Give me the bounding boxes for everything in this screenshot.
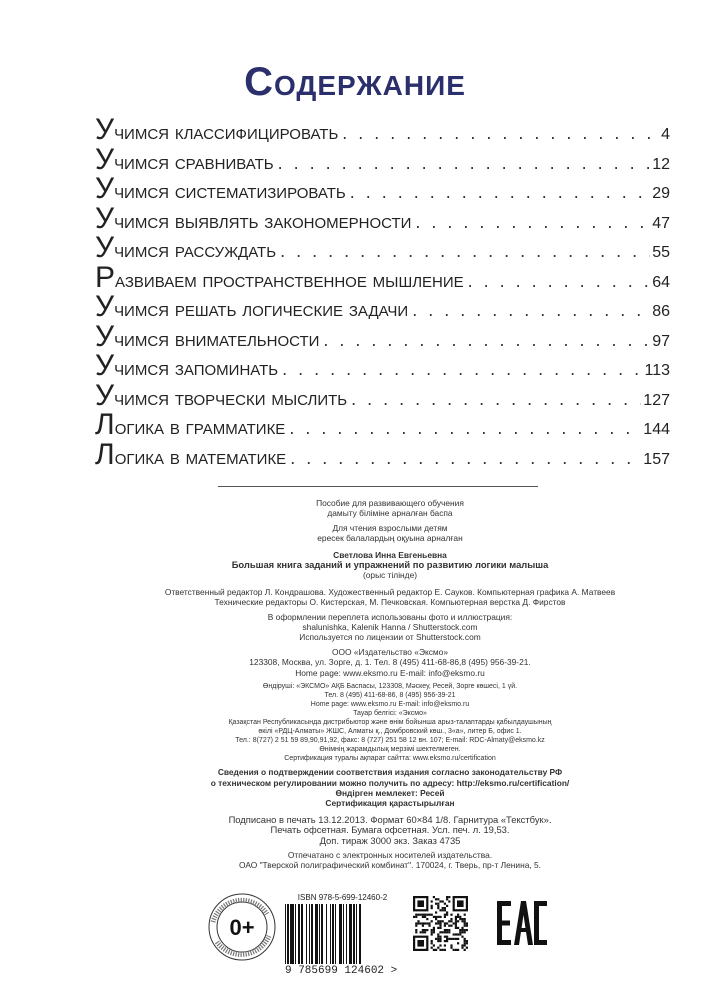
toc-entry-page: 86 bbox=[652, 303, 670, 320]
ean-digits: 9 785699 124602 > bbox=[285, 965, 398, 977]
toc-entry bbox=[95, 142, 670, 176]
cover-credit-3: Используется по лицензии от Shutterstock.com bbox=[299, 632, 481, 643]
toc-entry bbox=[95, 410, 670, 440]
cover-credit-2: shalunishka, Kalenik Hanna / Shutterstock.com bbox=[302, 622, 478, 633]
isbn-number: ISBN 978-5-699-12460-2 bbox=[297, 893, 388, 902]
toc-entry bbox=[95, 233, 670, 263]
print-data-1: Подписано в печать 13.12.2013. Формат 60×84 1/8. Гарнитура «Текстбук». bbox=[228, 813, 552, 825]
cover-credit-1: В оформлении переплета использованы фото и иллюстрация: bbox=[267, 611, 513, 622]
toc-entry-page: 144 bbox=[643, 421, 670, 438]
kz-distributor-3: Тел.: 8(727) 2 51 59 89,90,91,92, факс: 8 (727) 251 58 12 вн. 107; E-mail: RDC-Almaty@eksmo.kz bbox=[235, 737, 545, 745]
kz-maker-2: Тел. 8 (495) 411-68-86, 8 (495) 956-39-21 bbox=[324, 692, 456, 700]
publisher-address: 123308, Москва, ул. Зорге, д. 1. Тел. 8 (495) 411-68-86,8 (495) 956-39-21. bbox=[249, 657, 531, 668]
toc-entry bbox=[95, 201, 670, 235]
toc-entry-page: 127 bbox=[643, 391, 670, 409]
toc-entry-page: 47 bbox=[652, 214, 670, 232]
toc-entry-title: Учимся решать логические задачи bbox=[95, 290, 409, 323]
toc-entry-title: Развиваем пространственное мышление bbox=[95, 260, 464, 294]
toc-leader-dots bbox=[342, 119, 659, 149]
print-data-3: Доп. тираж 3000 экз. Заказ 4735 bbox=[319, 834, 461, 846]
kz-validity: Өнімнің жарамдылық мерзімі шектелмеген. bbox=[319, 746, 461, 754]
toc-entry-title: Учимся систематизировать bbox=[95, 172, 346, 205]
isbn-barcode bbox=[285, 893, 400, 977]
printed-by-2: ОАО "Тверской полиграфический комбинат". 170024, г. Тверь, пр-т Ленина, 5. bbox=[239, 860, 541, 871]
toc-entry-page: 4 bbox=[661, 126, 670, 143]
toc-entry bbox=[95, 351, 670, 381]
print-data-2: Печать офсетная. Бумага офсетная. Усл. печ. л. 19,53. bbox=[270, 824, 510, 836]
publisher-web: Home page: www.eksmo.ru E-mail: info@eksmo.ru bbox=[295, 667, 485, 678]
toc-leader-dots bbox=[290, 444, 641, 474]
toc-entry-title: Учимся рассуждать bbox=[95, 231, 277, 264]
toc-entry-page: 12 bbox=[652, 155, 670, 173]
conformity-3: Өндірген мемлекет: Ресей bbox=[335, 787, 445, 798]
page-title: Содержание bbox=[244, 60, 466, 104]
table-of-contents bbox=[95, 115, 670, 469]
reading-kz: ересек балалардың оқуына арналған bbox=[317, 533, 463, 544]
editors-line-1: Ответственный редактор Л. Кондрашова. Художественный редактор Е. Сауков. Компьютерная графика А. Матвеев bbox=[164, 586, 616, 597]
toc-entry-title: Логика в математике bbox=[95, 437, 287, 471]
toc-entry-title: Учимся внимательности bbox=[95, 319, 320, 353]
publisher-name: ООО «Издательство «Эксмо» bbox=[332, 646, 448, 657]
toc-leader-dots bbox=[415, 208, 650, 238]
toc-leader-dots bbox=[351, 385, 641, 415]
age-rating-label: 0+ bbox=[229, 915, 255, 940]
kz-certification: Сертификация туралы ақпарат сайтта: www.eksmo.ru/certification bbox=[284, 755, 496, 763]
toc-entry bbox=[95, 319, 670, 353]
divider bbox=[218, 486, 538, 487]
toc-leader-dots bbox=[412, 296, 650, 326]
toc-entry bbox=[95, 260, 670, 294]
toc-entry bbox=[95, 115, 670, 145]
editors-line-2: Технические редакторы О. Кистерская, М. Печковская. Компьютерная верстка Д. Фирстов bbox=[214, 597, 566, 608]
toc-entry-title: Логика в грамматике bbox=[95, 408, 286, 441]
purpose-kz: дамыту біліміне арналған баспа bbox=[327, 508, 453, 519]
toc-entry bbox=[95, 437, 670, 471]
toc-entry-title: Учимся сравнивать bbox=[95, 142, 274, 176]
toc-entry-page: 157 bbox=[643, 450, 670, 468]
toc-entry-page: 55 bbox=[652, 244, 670, 261]
toc-entry-title: Учимся творчески мыслить bbox=[95, 378, 348, 412]
toc-entry-page: 29 bbox=[652, 185, 670, 202]
purpose-ru: Пособие для развивающего обучения bbox=[316, 498, 464, 508]
kz-maker-1: Өндіруші: «ЭКСМО» АҚБ Баспасы, 123308, Мәскеу, Ресей, Зорге көшесі, 1 үй. bbox=[262, 683, 518, 691]
qr-code bbox=[413, 896, 468, 951]
toc-entry-page: 97 bbox=[652, 332, 670, 350]
toc-entry-page: 64 bbox=[652, 273, 670, 291]
printed-by-1: Отпечатано с электронных носителей издательства. bbox=[287, 849, 493, 860]
kz-maker-3: Home page: www.eksmo.ru E-mail: info@eksmo.ru bbox=[310, 701, 470, 709]
toc-entry-page: 113 bbox=[644, 362, 670, 379]
toc-entry bbox=[95, 174, 670, 204]
kz-distributor-1: Қазақстан Республикасында дистрибьютор және өнім бойынша арыз-талаптарды қабылдаушының bbox=[228, 719, 552, 727]
toc-entry bbox=[95, 292, 670, 322]
reading-ru: Для чтения взрослыми детям bbox=[332, 522, 448, 533]
barcode-bars bbox=[285, 904, 400, 964]
conformity-4: Сертификация қарастырылған bbox=[325, 798, 455, 809]
toc-leader-dots bbox=[468, 267, 651, 297]
conformity-1: Сведения о подтверждении соответствия издания согласно законодательству РФ bbox=[217, 767, 563, 778]
conformity-2: о техническом регулировании можно получить по адресу: http://eksmo.ru/certification/ bbox=[210, 777, 570, 788]
age-rating-badge bbox=[207, 892, 277, 962]
toc-entry bbox=[95, 378, 670, 412]
toc-entry-title: Учимся запоминать bbox=[95, 349, 279, 382]
author: Светлова Инна Евгеньевна bbox=[333, 549, 447, 560]
language-note: (орыс тілінде) bbox=[362, 570, 418, 581]
eac-conformity-mark bbox=[497, 901, 547, 945]
toc-entry-title: Учимся классифицировать bbox=[95, 113, 339, 146]
toc-entry-title: Учимся выявлять закономерности bbox=[95, 201, 412, 235]
book-title: Большая книга заданий и упражнений по развитию логики малыша bbox=[231, 559, 549, 571]
toc-leader-dots bbox=[289, 414, 641, 444]
imprint-block bbox=[150, 498, 630, 871]
kz-distributor-2: өкілі «РДЦ-Алматы» ЖШС, Алматы қ., Домбровский көш., 3«а», литер Б, офис 1. bbox=[258, 728, 522, 736]
toc-leader-dots bbox=[323, 326, 650, 356]
kz-trademark: Тауар белгісі: «Эксмо» bbox=[353, 710, 427, 718]
